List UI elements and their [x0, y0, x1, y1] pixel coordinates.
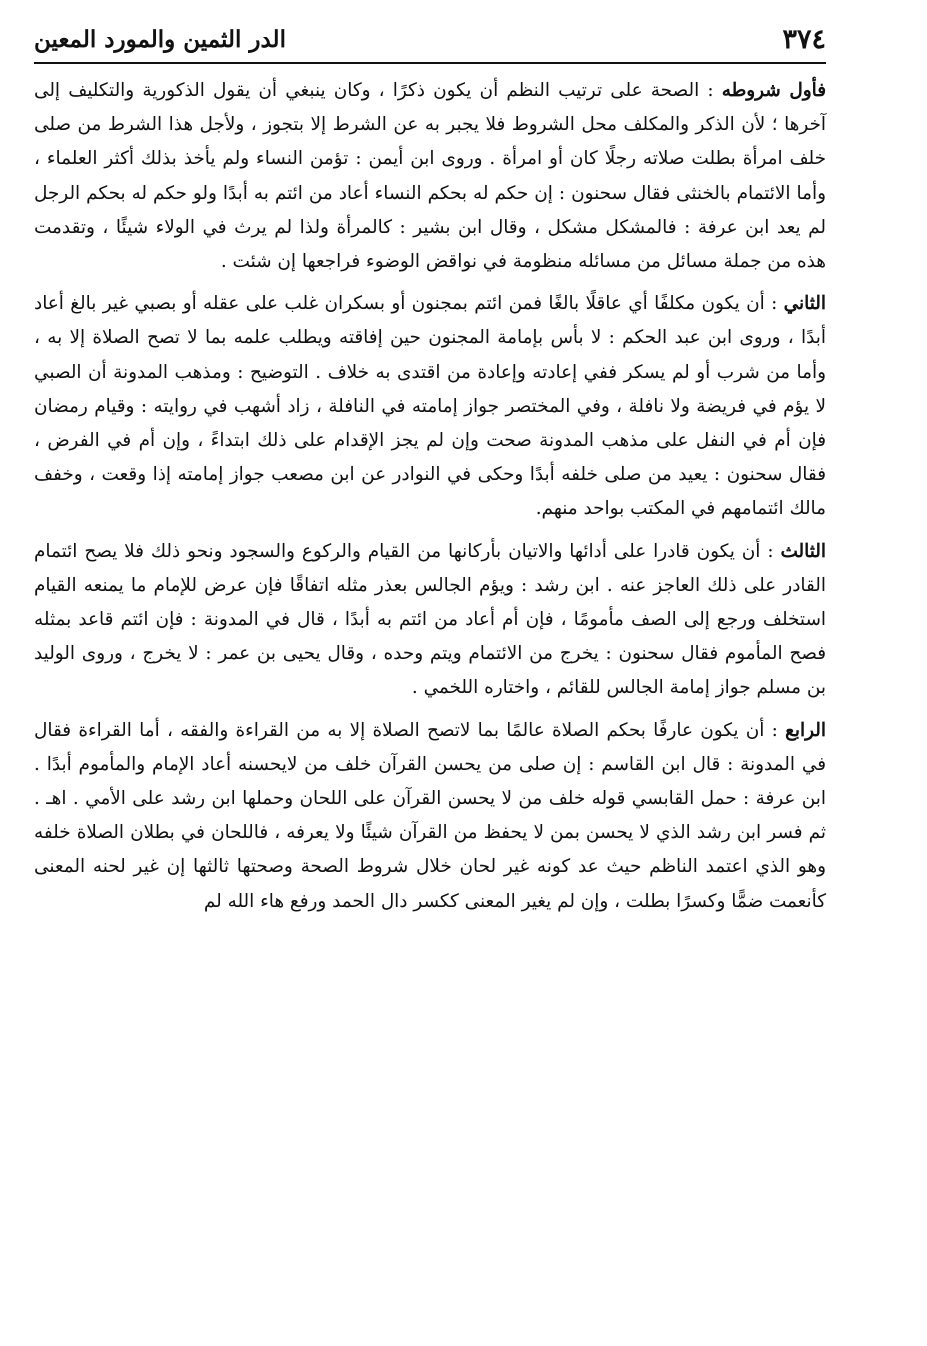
paragraph-text: : الصحة على ترتيب النظم أن يكون ذكرًا ، وكان ينبغي أن يقول الذكورية والتكليف إلى آخرها ؛ لأن الذكر والمكلف محل الشروط فلا يجبر به عن الشرط إلا بتجوز ، ولأجل هذا الشرط من صلى خلف امرأة بطلت صلاته رجلًا كان أو امرأة . وروى ابن أيمن : تؤمن النساء ولم يأخذ بذلك أكثر العلماء ، وأما الائتمام بالخنثى فقال سحنون : إن حكم له بحكم النساء أعاد من ائتم به أبدًا ولو حكم له بحكم الرجل لم يعد ابن عرفة : فالمشكل مشكل ، وقال ابن بشير : كالمرأة ولذا لم يرث في الولاء شيئًا ، وتقدمت هذه من جملة مسائل من مسائله منظومة في نواقض الوضوء فراجعها إن شئت .	[34, 80, 826, 273]
paragraph-heading: الثاني	[783, 293, 826, 315]
paragraph-first-condition	[34, 74, 826, 279]
paragraph-fourth-condition	[34, 714, 826, 919]
page-number: ٣٧٤	[782, 24, 826, 55]
page-header	[34, 22, 826, 64]
paragraph-text: : أن يكون مكلفًا أي عاقلًا بالغًا فمن ائتم بمجنون أو بسكران غلب على عقله أو بصبي غير بالغ أعاد أبدًا ، وروى ابن عبد الحكم : لا بأس بإمامة المجنون حين إفاقته ويطلب علمه بما لا تصح الصلاة إلا به ، وأما من شرب أو لم يسكر ففي إعادته وإعادة من اقتدى به خلاف . التوضيح : ومذهب المدونة أن الصبي لا يؤم في فريضة ولا نافلة ، وفي المختصر جواز إمامته في النافلة ، زاد أشهب في روايته : وقيام رمضان فإن أم في النفل على مذهب المدونة صحت وإن لم يجز الإقدام على ذلك ابتداءً ، وإن أم في الفرض ، فقال سحنون : يعيد من صلى خلفه أبدًا وحكى في النوادر عن ابن مصعب جواز إمامته إذا وقعت ، وخفف مالك ائتمامهم في المكتب بواحد منهم.	[34, 293, 826, 520]
page-body	[34, 74, 826, 927]
paragraph-second-condition	[34, 287, 826, 526]
paragraph-heading: الرابع	[785, 719, 826, 741]
paragraph-third-condition	[34, 535, 826, 706]
paragraph-heading: الثالث	[780, 540, 826, 562]
paragraph-heading: فأول شروطه	[721, 80, 826, 101]
paragraph-text: : أن يكون قادرا على أدائها والاتيان بأركانها من القيام والركوع والسجود ونحو ذلك فلا يصح ائتمام القادر على ذلك العاجز عنه . ابن رشد : ويؤم الجالس بعذر مثله اتفاقًا فإن عرض للإمام ما يمنعه القيام استخلف ورجع إلى الصف مأمومًا ، فإن أم أعاد من ائتم به أبدًا ، قال في المدونة : فإن ائتم قاعد بمثله فصح المأموم فقال سحنون : يخرج من الائتمام ويتم وحده ، وقال يحيى بن عمر : لا يخرج ، وروى الوليد بن مسلم جواز إمامة الجالس للقائم ، واختاره اللخمي .	[34, 540, 826, 699]
running-title: الدر الثمين والمورد المعين	[34, 26, 286, 53]
paragraph-text: : أن يكون عارفًا بحكم الصلاة عالمًا بما لاتصح الصلاة إلا به من القراءة والفقه ، أما القراءة فقال في المدونة : قال ابن القاسم : إن صلى من يحسن القرآن خلف من لايحسنه أعاد الإمام والمأموم أبدًا . ابن عرفة : حمل القابسي قوله خلف من لا يحسن القرآن على اللحان وحملها ابن رشد على الأمي . اهـ . ثم فسر ابن رشد الذي لا يحسن بمن لا يحفظ من القرآن شيئًا ولا يعرفه ، فاللحان في بطلان الصلاة خلفه وهو الذي اعتمد الناظم حيث عد كونه غير لحان خلال شروط الصحة وصحتها ثالثها إن غير لحنه المعنى كأنعمت ضمًّا وكسرًا بطلت ، وإن لم يغير المعنى ككسر دال الحمد ورفع هاء الله لم	[34, 719, 826, 912]
